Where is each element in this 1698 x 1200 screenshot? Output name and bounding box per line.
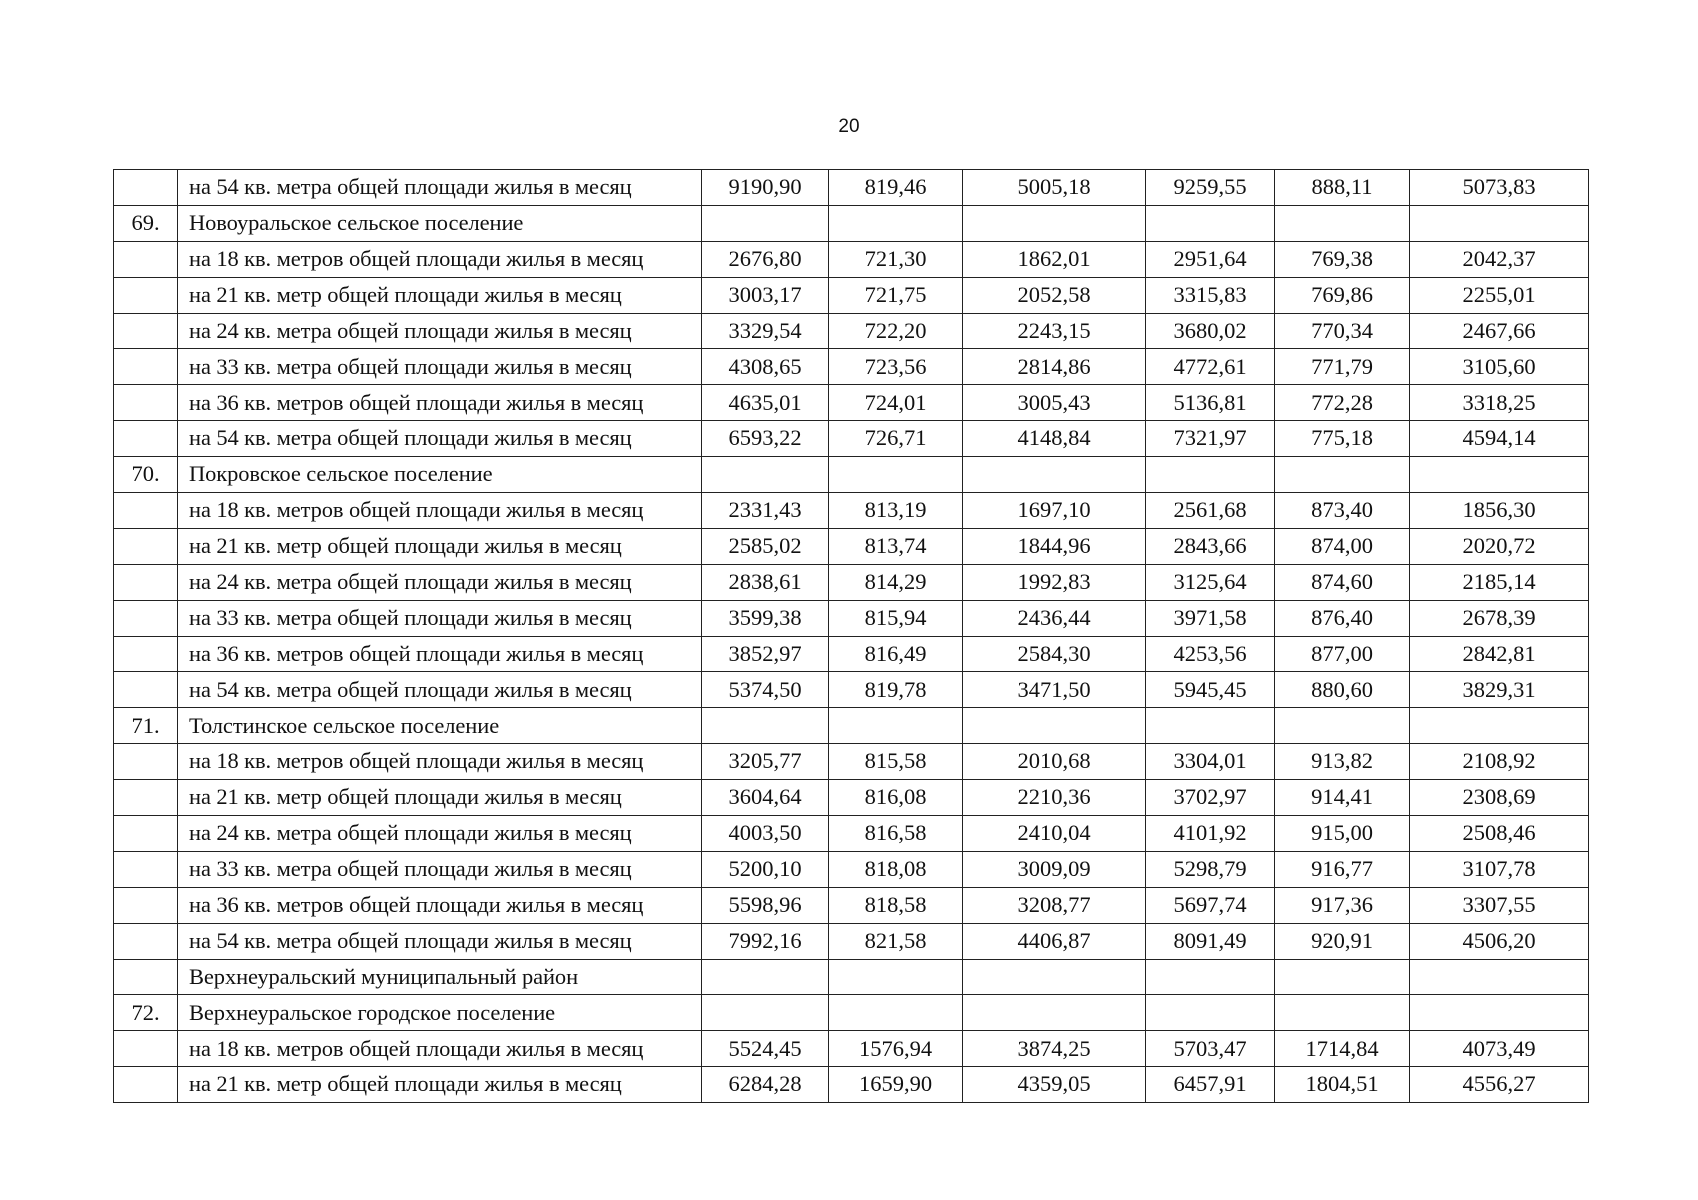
value-cell: 3205,77 [702,744,829,780]
value-cell: 3105,60 [1410,349,1589,385]
value-cell [1275,708,1410,744]
description-cell: Верхнеуральский муниципальный район [178,959,702,995]
row-number-cell [114,887,178,923]
value-cell: 3604,64 [702,780,829,816]
value-cell: 4594,14 [1410,421,1589,457]
value-cell: 5374,50 [702,672,829,708]
value-cell [1146,457,1275,493]
value-cell: 2678,39 [1410,600,1589,636]
value-cell: 3702,97 [1146,780,1275,816]
value-cell: 4506,20 [1410,923,1589,959]
value-cell: 917,36 [1275,887,1410,923]
value-cell [702,995,829,1031]
value-cell: 721,75 [829,277,963,313]
value-cell: 880,60 [1275,672,1410,708]
table-row [114,493,1589,529]
description-cell: Новоуральское сельское поселение [178,205,702,241]
value-cell: 4003,50 [702,816,829,852]
value-cell: 8091,49 [1146,923,1275,959]
row-number-cell [114,1067,178,1103]
value-cell: 816,49 [829,636,963,672]
value-cell: 1804,51 [1275,1067,1410,1103]
table-row [114,241,1589,277]
table-row [114,708,1589,744]
value-cell: 920,91 [1275,923,1410,959]
value-cell [1146,995,1275,1031]
row-number-cell [114,851,178,887]
value-cell: 3329,54 [702,313,829,349]
value-cell: 2436,44 [963,600,1146,636]
value-cell: 4772,61 [1146,349,1275,385]
table-row [114,959,1589,995]
description-cell: на 33 кв. метра общей площади жилья в месяц [178,851,702,887]
description-cell: на 36 кв. метров общей площади жилья в месяц [178,636,702,672]
table-row [114,995,1589,1031]
value-cell: 2951,64 [1146,241,1275,277]
value-cell: 3009,09 [963,851,1146,887]
description-cell: на 21 кв. метр общей площади жилья в месяц [178,277,702,313]
value-cell: 5703,47 [1146,1031,1275,1067]
row-number-cell [114,385,178,421]
row-number-cell [114,672,178,708]
description-cell: на 18 кв. метров общей площади жилья в месяц [178,241,702,277]
value-cell: 4556,27 [1410,1067,1589,1103]
value-cell: 915,00 [1275,816,1410,852]
value-cell [963,205,1146,241]
value-cell: 816,08 [829,780,963,816]
value-cell [963,457,1146,493]
value-cell: 3471,50 [963,672,1146,708]
row-number-cell [114,564,178,600]
row-number-cell [114,528,178,564]
value-cell: 4101,92 [1146,816,1275,852]
row-number-cell [114,1031,178,1067]
value-cell: 818,08 [829,851,963,887]
value-cell [963,995,1146,1031]
value-cell: 5598,96 [702,887,829,923]
description-cell: на 18 кв. метров общей площади жилья в месяц [178,1031,702,1067]
value-cell: 813,19 [829,493,963,529]
value-cell: 2410,04 [963,816,1146,852]
value-cell: 3971,58 [1146,600,1275,636]
value-cell: 4308,65 [702,349,829,385]
value-cell: 2210,36 [963,780,1146,816]
row-number-cell [114,923,178,959]
value-cell: 4635,01 [702,385,829,421]
value-cell: 818,58 [829,887,963,923]
description-cell: Верхнеуральское городское поселение [178,995,702,1031]
value-cell: 770,34 [1275,313,1410,349]
description-cell: на 54 кв. метра общей площади жилья в месяц [178,672,702,708]
description-cell: на 18 кв. метров общей площади жилья в месяц [178,744,702,780]
value-cell: 4148,84 [963,421,1146,457]
value-cell: 723,56 [829,349,963,385]
value-cell [702,457,829,493]
description-cell: на 24 кв. метра общей площади жилья в месяц [178,816,702,852]
value-cell: 2243,15 [963,313,1146,349]
value-cell: 2020,72 [1410,528,1589,564]
description-cell: на 21 кв. метр общей площади жилья в месяц [178,528,702,564]
description-cell: Покровское сельское поселение [178,457,702,493]
value-cell: 1714,84 [1275,1031,1410,1067]
description-cell: на 36 кв. метров общей площади жилья в месяц [178,385,702,421]
value-cell: 2843,66 [1146,528,1275,564]
table-row [114,457,1589,493]
value-cell: 821,58 [829,923,963,959]
row-number-cell [114,349,178,385]
row-number-cell [114,636,178,672]
value-cell: 2052,58 [963,277,1146,313]
value-cell: 3599,38 [702,600,829,636]
row-number-cell [114,959,178,995]
value-cell: 769,38 [1275,241,1410,277]
value-cell [1146,205,1275,241]
value-cell [1410,457,1589,493]
table-row [114,528,1589,564]
value-cell: 2108,92 [1410,744,1589,780]
value-cell [1410,959,1589,995]
value-cell: 4406,87 [963,923,1146,959]
page-number: 20 [838,116,860,137]
value-cell: 3208,77 [963,887,1146,923]
tariff-table [113,169,1589,1103]
description-cell: на 33 кв. метра общей площади жилья в месяц [178,600,702,636]
value-cell: 1844,96 [963,528,1146,564]
value-cell [829,959,963,995]
value-cell: 6284,28 [702,1067,829,1103]
table-row [114,780,1589,816]
table-row [114,170,1589,206]
value-cell: 1992,83 [963,564,1146,600]
value-cell [829,708,963,744]
value-cell: 5697,74 [1146,887,1275,923]
value-cell: 1576,94 [829,1031,963,1067]
value-cell: 913,82 [1275,744,1410,780]
row-number-cell [114,170,178,206]
value-cell: 813,74 [829,528,963,564]
row-number-cell [114,600,178,636]
value-cell: 2676,80 [702,241,829,277]
value-cell: 874,00 [1275,528,1410,564]
value-cell: 722,20 [829,313,963,349]
row-number-cell: 69. [114,205,178,241]
value-cell: 3003,17 [702,277,829,313]
table-row [114,277,1589,313]
value-cell [963,959,1146,995]
value-cell: 3315,83 [1146,277,1275,313]
value-cell [1275,457,1410,493]
value-cell [1275,205,1410,241]
value-cell: 5200,10 [702,851,829,887]
value-cell: 1856,30 [1410,493,1589,529]
value-cell: 2331,43 [702,493,829,529]
value-cell: 4073,49 [1410,1031,1589,1067]
description-cell: на 54 кв. метра общей площади жилья в месяц [178,170,702,206]
value-cell: 3005,43 [963,385,1146,421]
table-row [114,205,1589,241]
table-row [114,851,1589,887]
value-cell [829,457,963,493]
value-cell: 2561,68 [1146,493,1275,529]
row-number-cell: 72. [114,995,178,1031]
value-cell: 1862,01 [963,241,1146,277]
value-cell: 771,79 [1275,349,1410,385]
table-row [114,313,1589,349]
value-cell: 5073,83 [1410,170,1589,206]
description-cell: на 24 кв. метра общей площади жилья в месяц [178,564,702,600]
value-cell: 3852,97 [702,636,829,672]
description-cell: на 36 кв. метров общей площади жилья в месяц [178,887,702,923]
value-cell [829,205,963,241]
value-cell: 5524,45 [702,1031,829,1067]
value-cell: 7992,16 [702,923,829,959]
value-cell [1275,995,1410,1031]
value-cell: 4253,56 [1146,636,1275,672]
value-cell: 7321,97 [1146,421,1275,457]
value-cell: 3680,02 [1146,313,1275,349]
value-cell: 769,86 [1275,277,1410,313]
value-cell: 2584,30 [963,636,1146,672]
row-number-cell [114,744,178,780]
value-cell [1410,995,1589,1031]
value-cell [702,959,829,995]
value-cell: 3318,25 [1410,385,1589,421]
value-cell: 3829,31 [1410,672,1589,708]
table-row [114,923,1589,959]
value-cell: 2467,66 [1410,313,1589,349]
row-number-cell [114,277,178,313]
row-number-cell: 70. [114,457,178,493]
value-cell: 916,77 [1275,851,1410,887]
value-cell: 2842,81 [1410,636,1589,672]
table-body [114,170,1589,1103]
value-cell: 2185,14 [1410,564,1589,600]
row-number-cell [114,816,178,852]
description-cell: на 33 кв. метра общей площади жилья в месяц [178,349,702,385]
value-cell: 876,40 [1275,600,1410,636]
value-cell: 2010,68 [963,744,1146,780]
description-cell: на 54 кв. метра общей площади жилья в месяц [178,421,702,457]
table-row [114,744,1589,780]
description-cell: на 21 кв. метр общей площади жилья в месяц [178,1067,702,1103]
value-cell: 914,41 [1275,780,1410,816]
value-cell: 6593,22 [702,421,829,457]
table-row [114,600,1589,636]
value-cell: 816,58 [829,816,963,852]
table-row [114,421,1589,457]
value-cell: 4359,05 [963,1067,1146,1103]
value-cell: 3107,78 [1410,851,1589,887]
value-cell: 1697,10 [963,493,1146,529]
description-cell: на 24 кв. метра общей площади жилья в месяц [178,313,702,349]
value-cell: 721,30 [829,241,963,277]
value-cell: 814,29 [829,564,963,600]
value-cell: 9190,90 [702,170,829,206]
value-cell [1146,959,1275,995]
value-cell: 772,28 [1275,385,1410,421]
table-row [114,1031,1589,1067]
table-row [114,636,1589,672]
table-row [114,816,1589,852]
value-cell [963,708,1146,744]
value-cell [1146,708,1275,744]
value-cell: 775,18 [1275,421,1410,457]
value-cell [829,995,963,1031]
value-cell: 2255,01 [1410,277,1589,313]
row-number-cell [114,493,178,529]
value-cell: 2814,86 [963,349,1146,385]
value-cell: 2508,46 [1410,816,1589,852]
value-cell: 5945,45 [1146,672,1275,708]
value-cell: 5298,79 [1146,851,1275,887]
value-cell: 873,40 [1275,493,1410,529]
value-cell: 9259,55 [1146,170,1275,206]
value-cell: 2838,61 [702,564,829,600]
row-number-cell [114,313,178,349]
value-cell [1410,205,1589,241]
row-number-cell: 71. [114,708,178,744]
description-cell: Толстинское сельское поселение [178,708,702,744]
value-cell: 815,58 [829,744,963,780]
value-cell: 877,00 [1275,636,1410,672]
value-cell: 5005,18 [963,170,1146,206]
table-row [114,349,1589,385]
value-cell [1410,708,1589,744]
value-cell: 1659,90 [829,1067,963,1103]
value-cell: 724,01 [829,385,963,421]
value-cell [1275,959,1410,995]
row-number-cell [114,780,178,816]
value-cell: 815,94 [829,600,963,636]
value-cell: 2308,69 [1410,780,1589,816]
value-cell: 3874,25 [963,1031,1146,1067]
table-row [114,1067,1589,1103]
value-cell: 726,71 [829,421,963,457]
table-row [114,672,1589,708]
value-cell: 819,46 [829,170,963,206]
row-number-cell [114,421,178,457]
value-cell: 3125,64 [1146,564,1275,600]
value-cell: 6457,91 [1146,1067,1275,1103]
value-cell: 2042,37 [1410,241,1589,277]
table-row [114,564,1589,600]
value-cell: 819,78 [829,672,963,708]
table-row [114,887,1589,923]
value-cell: 3307,55 [1410,887,1589,923]
table-row [114,385,1589,421]
value-cell [702,205,829,241]
description-cell: на 21 кв. метр общей площади жилья в месяц [178,780,702,816]
value-cell: 3304,01 [1146,744,1275,780]
row-number-cell [114,241,178,277]
description-cell: на 54 кв. метра общей площади жилья в месяц [178,923,702,959]
value-cell [702,708,829,744]
value-cell: 5136,81 [1146,385,1275,421]
value-cell: 874,60 [1275,564,1410,600]
value-cell: 888,11 [1275,170,1410,206]
description-cell: на 18 кв. метров общей площади жилья в месяц [178,493,702,529]
value-cell: 2585,02 [702,528,829,564]
